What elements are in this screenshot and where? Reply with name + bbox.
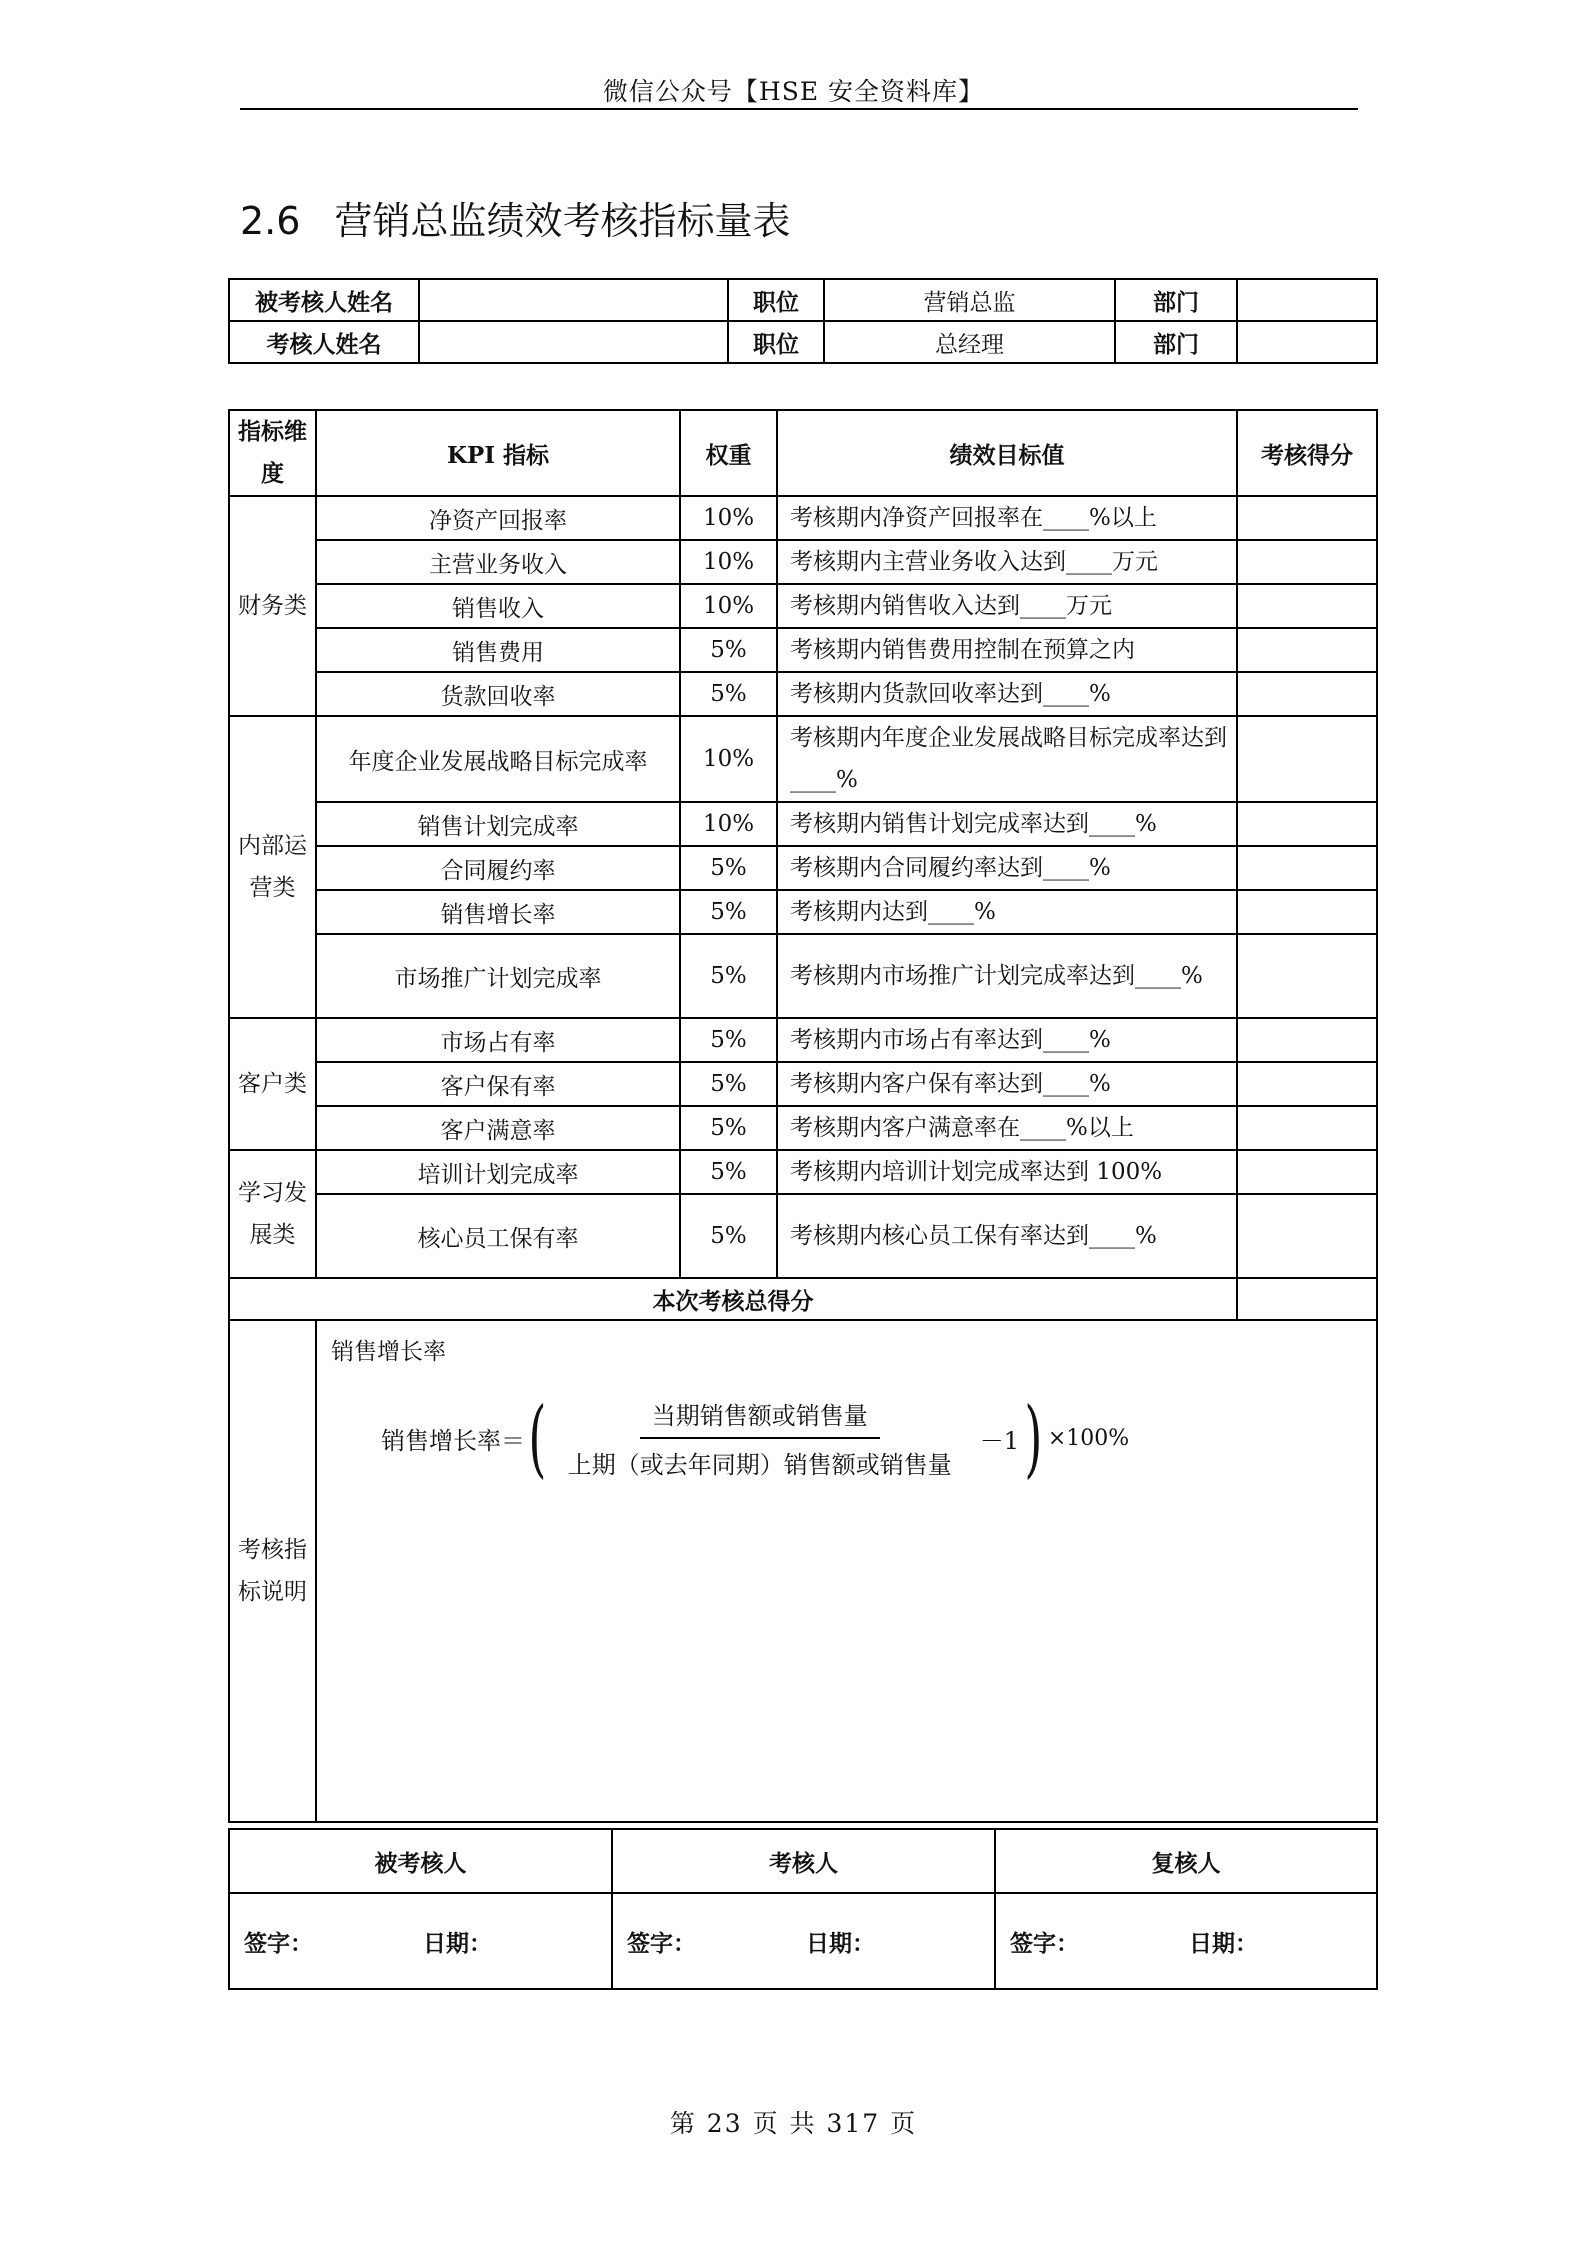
page-header: 微信公众号【HSE 安全资料库】	[602, 77, 985, 106]
kpi-name: 年度企业发展战略目标完成率	[316, 716, 680, 802]
formula-lhs: 销售增长率＝	[381, 1426, 525, 1455]
kpi-score-field[interactable]	[1237, 672, 1377, 716]
kpi-name: 销售收入	[316, 584, 680, 628]
kpi-name: 货款回收率	[316, 672, 680, 716]
assessor-name-label: 考核人姓名	[229, 321, 419, 363]
role-reviewer: 复核人	[995, 1829, 1377, 1893]
table-row	[229, 540, 1377, 584]
kpi-name: 销售增长率	[316, 890, 680, 934]
role-assessor: 考核人	[612, 1829, 995, 1893]
assessor-dept-field[interactable]	[1237, 321, 1377, 363]
kpi-weight: 10%	[680, 584, 777, 628]
kpi-score-field[interactable]	[1237, 1150, 1377, 1194]
sign-label: 签字：	[244, 1929, 313, 1957]
kpi-name: 销售计划完成率	[316, 802, 680, 846]
explanation-row	[229, 1320, 1377, 1822]
assessee-name-label: 被考核人姓名	[229, 279, 419, 321]
table-row	[229, 1106, 1377, 1150]
kpi-score-field[interactable]	[1237, 628, 1377, 672]
table-row	[229, 584, 1377, 628]
table-row	[229, 802, 1377, 846]
kpi-score-field[interactable]	[1237, 1194, 1377, 1278]
explanation-label: 考核指标说明	[229, 1320, 316, 1822]
date-label: 日期：	[806, 1929, 875, 1957]
table-row	[229, 1062, 1377, 1106]
kpi-target: 考核期内客户满意率在____%以上	[777, 1106, 1237, 1150]
assessee-dept-label: 部门	[1115, 279, 1237, 321]
kpi-weight: 5%	[680, 1194, 777, 1278]
table-row	[229, 672, 1377, 716]
kpi-name: 市场推广计划完成率	[316, 934, 680, 1018]
date-label: 日期：	[423, 1929, 492, 1957]
header-dimension: 指标维度	[229, 410, 316, 496]
kpi-score-field[interactable]	[1237, 890, 1377, 934]
kpi-weight: 5%	[680, 890, 777, 934]
assessor-name-field[interactable]	[419, 321, 728, 363]
reviewer-signature-field[interactable]	[995, 1893, 1377, 1989]
dimension-customer: 客户类	[229, 1018, 316, 1150]
explanation-content	[316, 1320, 1377, 1822]
right-paren-icon: )	[1024, 1389, 1043, 1487]
signature-row	[229, 1893, 1377, 1989]
kpi-target: 考核期内销售计划完成率达到____%	[777, 802, 1237, 846]
kpi-weight: 10%	[680, 496, 777, 540]
formula-numerator: 当期销售额或销售量	[640, 1396, 880, 1439]
kpi-score-field[interactable]	[1237, 1018, 1377, 1062]
kpi-target: 考核期内销售收入达到____万元	[777, 584, 1237, 628]
assessee-position-value: 营销总监	[824, 279, 1115, 321]
kpi-score-field[interactable]	[1237, 1106, 1377, 1150]
kpi-weight: 10%	[680, 540, 777, 584]
table-row	[229, 1194, 1377, 1278]
kpi-weight: 5%	[680, 846, 777, 890]
table-row	[229, 846, 1377, 890]
kpi-score-field[interactable]	[1237, 716, 1377, 802]
kpi-target: 考核期内主营业务收入达到____万元	[777, 540, 1237, 584]
kpi-name: 客户满意率	[316, 1106, 680, 1150]
kpi-target: 考核期内合同履约率达到____%	[777, 846, 1237, 890]
kpi-name: 核心员工保有率	[316, 1194, 680, 1278]
kpi-score-field[interactable]	[1237, 802, 1377, 846]
assessor-signature-field[interactable]	[612, 1893, 995, 1989]
table-row	[229, 496, 1377, 540]
kpi-weight: 10%	[680, 716, 777, 802]
header-weight: 权重	[680, 410, 777, 496]
kpi-target: 考核期内市场推广计划完成率达到____%	[777, 934, 1237, 1018]
dimension-finance: 财务类	[229, 496, 316, 716]
kpi-name: 培训计划完成率	[316, 1150, 680, 1194]
assessee-name-field[interactable]	[419, 279, 728, 321]
kpi-target: 考核期内货款回收率达到____%	[777, 672, 1237, 716]
person-info-table	[228, 278, 1378, 364]
table-row	[229, 1018, 1377, 1062]
kpi-target: 考核期内核心员工保有率达到____%	[777, 1194, 1237, 1278]
assessor-dept-label: 部门	[1115, 321, 1237, 363]
assessee-row	[229, 279, 1377, 321]
section-title-text: 营销总监绩效考核指标量表	[334, 199, 791, 243]
assessee-signature-field[interactable]	[229, 1893, 612, 1989]
table-row	[229, 1150, 1377, 1194]
left-paren-icon: (	[528, 1389, 547, 1487]
table-row	[229, 890, 1377, 934]
dimension-learning: 学习发展类	[229, 1150, 316, 1278]
kpi-header-row	[229, 410, 1377, 496]
kpi-name: 合同履约率	[316, 846, 680, 890]
kpi-weight: 5%	[680, 934, 777, 1018]
kpi-name: 市场占有率	[316, 1018, 680, 1062]
formula-times: ×100%	[1047, 1425, 1130, 1451]
sign-label: 签字：	[627, 1929, 696, 1957]
kpi-target: 考核期内净资产回报率在____%以上	[777, 496, 1237, 540]
sign-label: 签字：	[1010, 1929, 1079, 1957]
kpi-score-field[interactable]	[1237, 846, 1377, 890]
total-score-field[interactable]	[1237, 1278, 1377, 1320]
sales-growth-formula	[381, 1389, 1362, 1487]
kpi-weight: 5%	[680, 1150, 777, 1194]
total-score-label: 本次考核总得分	[229, 1278, 1237, 1320]
page-footer: 第 23 页 共 317 页	[669, 2109, 918, 2138]
kpi-table	[228, 409, 1378, 1823]
header-kpi: KPI 指标	[316, 410, 680, 496]
header-score: 考核得分	[1237, 410, 1377, 496]
kpi-score-field[interactable]	[1237, 934, 1377, 1018]
total-row	[229, 1278, 1377, 1320]
kpi-name: 销售费用	[316, 628, 680, 672]
kpi-target: 考核期内客户保有率达到____%	[777, 1062, 1237, 1106]
kpi-score-field[interactable]	[1237, 1062, 1377, 1106]
explanation-item-title: 销售增长率	[331, 1339, 446, 1365]
kpi-target: 考核期内销售费用控制在预算之内	[777, 628, 1237, 672]
signature-table	[228, 1828, 1378, 1990]
kpi-weight: 5%	[680, 628, 777, 672]
kpi-name: 净资产回报率	[316, 496, 680, 540]
table-row	[229, 716, 1377, 802]
assessor-position-label: 职位	[728, 321, 824, 363]
section-number: 2.6	[240, 199, 301, 243]
table-row	[229, 934, 1377, 1018]
table-row	[229, 628, 1377, 672]
kpi-name: 客户保有率	[316, 1062, 680, 1106]
header-rule	[240, 108, 1358, 110]
kpi-weight: 5%	[680, 1106, 777, 1150]
role-assessee: 被考核人	[229, 1829, 612, 1893]
kpi-target: 考核期内市场占有率达到____%	[777, 1018, 1237, 1062]
kpi-score-field[interactable]	[1237, 584, 1377, 628]
date-label: 日期：	[1189, 1929, 1258, 1957]
kpi-target: 考核期内培训计划完成率达到 100%	[777, 1150, 1237, 1194]
kpi-weight: 5%	[680, 1018, 777, 1062]
assessor-row	[229, 321, 1377, 363]
kpi-score-field[interactable]	[1237, 496, 1377, 540]
kpi-weight: 10%	[680, 802, 777, 846]
kpi-target: 考核期内年度企业发展战略目标完成率达到____%	[777, 716, 1237, 802]
assessee-position-label: 职位	[728, 279, 824, 321]
signature-role-row	[229, 1829, 1377, 1893]
formula-fraction	[556, 1396, 964, 1480]
assessor-position-value: 总经理	[824, 321, 1115, 363]
kpi-name: 主营业务收入	[316, 540, 680, 584]
kpi-target: 考核期内达到____%	[777, 890, 1237, 934]
assessee-dept-field[interactable]	[1237, 279, 1377, 321]
kpi-score-field[interactable]	[1237, 540, 1377, 584]
section-title	[240, 190, 790, 245]
kpi-weight: 5%	[680, 672, 777, 716]
kpi-weight: 5%	[680, 1062, 777, 1106]
formula-denominator: 上期（或去年同期）销售额或销售量	[567, 1451, 952, 1479]
formula-minus-one: －1	[979, 1426, 1020, 1455]
header-target: 绩效目标值	[777, 410, 1237, 496]
dimension-operations: 内部运营类	[229, 716, 316, 1018]
